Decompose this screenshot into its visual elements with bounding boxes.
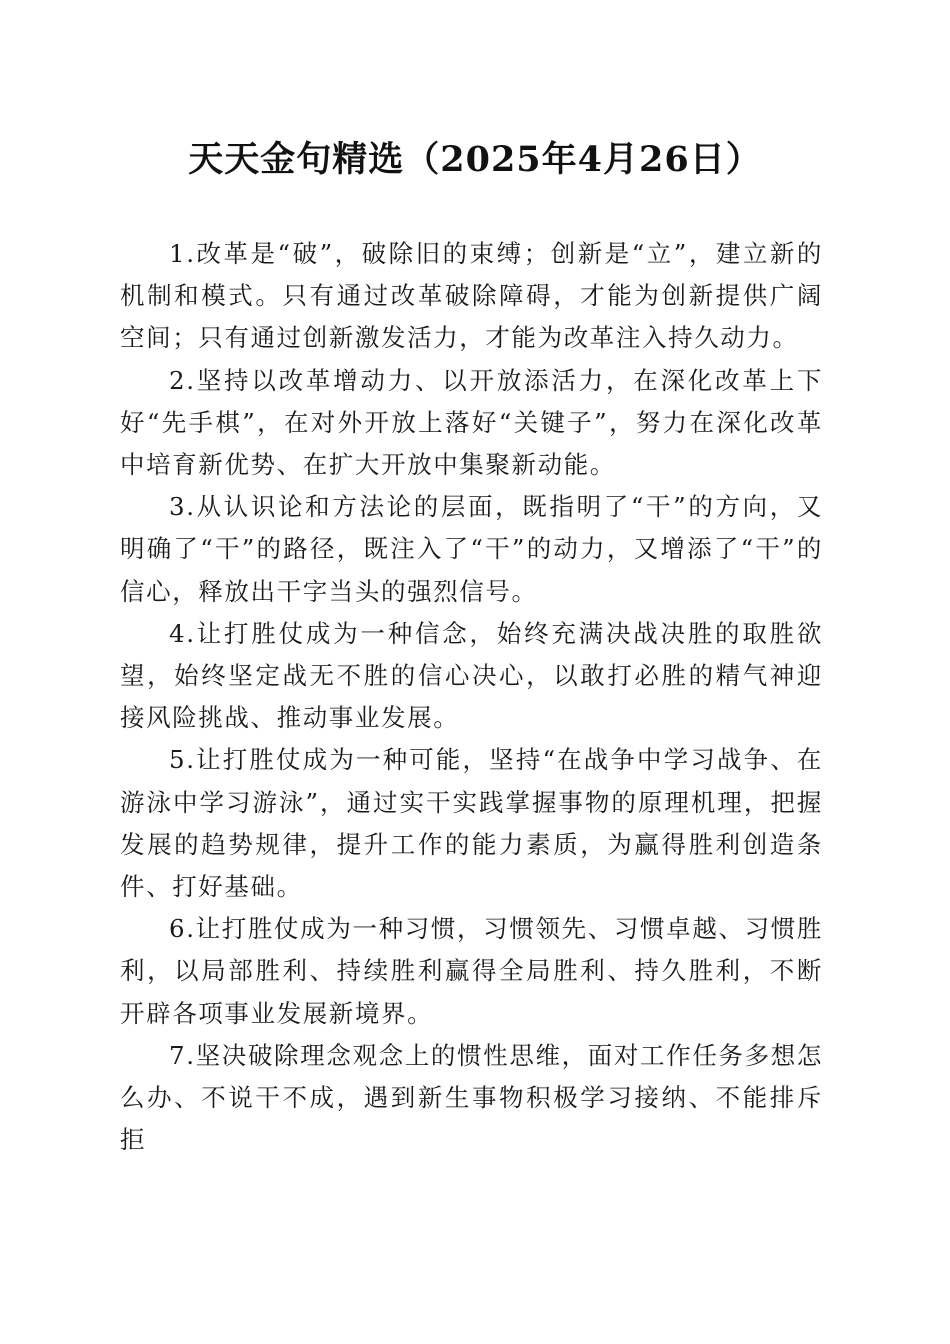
paragraph: 2.坚持以改革增动力、以开放添活力，在深化改革上下好“先手棋”，在对外开放上落好“关键子”，努力在深化改革中培育新优势、在扩大开放中集聚新动能。	[120, 365, 823, 480]
paragraph: 4.让打胜仗成为一种信念，始终充满决战决胜的取胜欲望，始终坚定战无不胜的信心决心，以敢打必胜的精气神迎接风险挑战、推动事业发展。	[120, 618, 823, 733]
paragraph: 1.改革是“破”，破除旧的束缚；创新是“立”，建立新的机制和模式。只有通过改革破除障碍，才能为创新提供广阔空间；只有通过创新激发活力，才能为改革注入持久动力。	[120, 239, 823, 353]
paragraph: 3.从认识论和方法论的层面，既指明了“干”的方向，又明确了“干”的路径，既注入了“干”的动力，又增添了“干”的信心，释放出干字当头的强烈信号。	[120, 492, 823, 606]
paragraph: 7.坚决破除理念观念上的惯性思维，面对工作任务多想怎么办、不说干不成，遇到新生事物积极学习接纳、不能排斥拒	[120, 1040, 823, 1155]
document-body	[120, 233, 823, 1161]
paragraph: 5.让打胜仗成为一种可能，坚持“在战争中学习战争、在游泳中学习游泳”，通过实干实践掌握事物的原理机理，把握发展的趋势规律，提升工作的能力素质，为赢得胜利创造条件、打好基础。	[120, 745, 823, 902]
document-title: 天天金句精选（2025年4月26日）	[188, 139, 762, 180]
paragraph: 6.让打胜仗成为一种习惯，习惯领先、习惯卓越、习惯胜利，以局部胜利、持续胜利赢得全局胜利、持久胜利，不断开辟各项事业发展新境界。	[120, 914, 823, 1028]
